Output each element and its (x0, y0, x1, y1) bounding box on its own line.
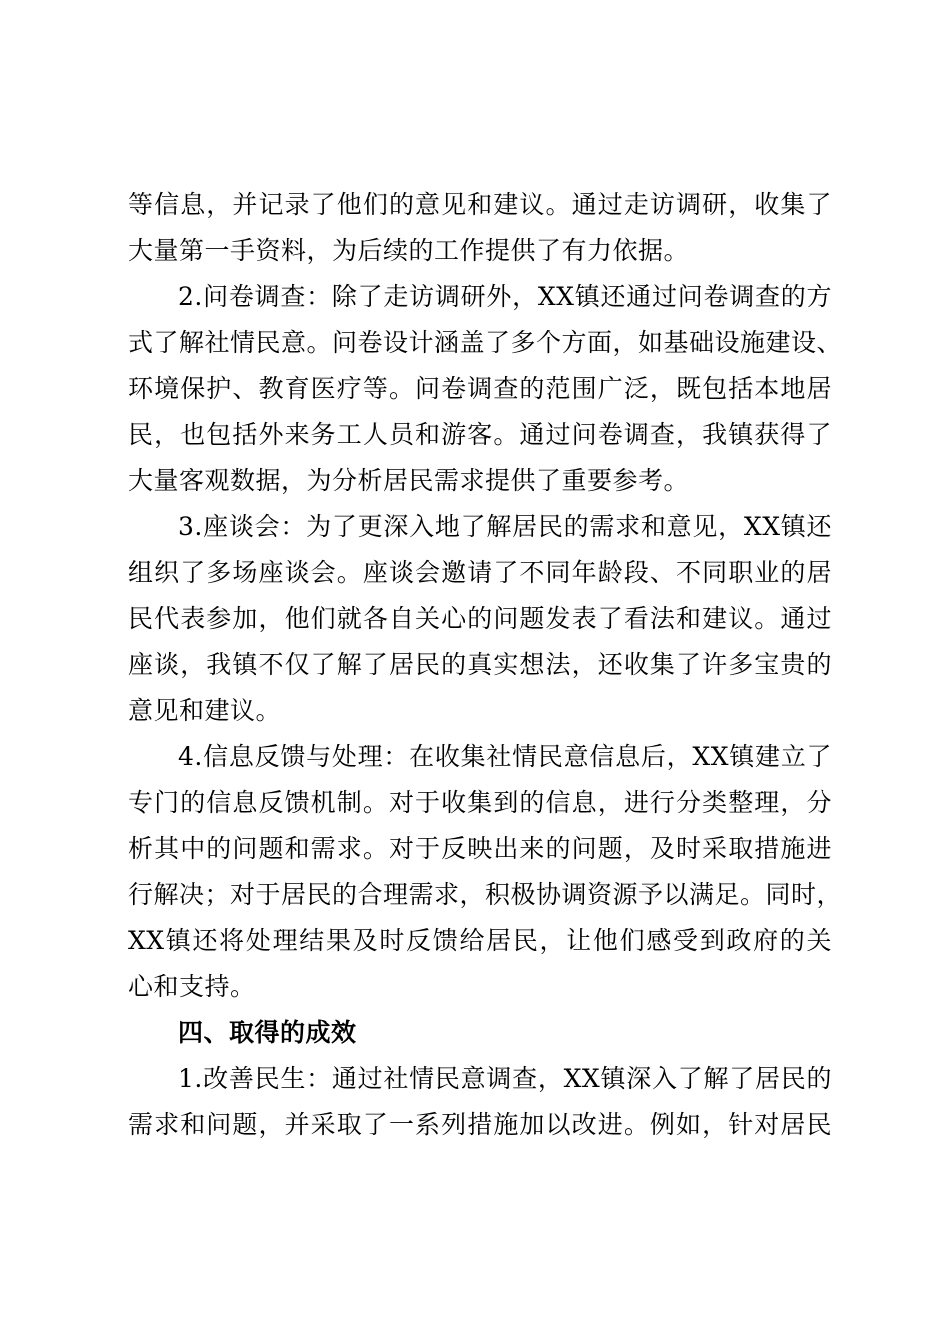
paragraph-start-questionnaire: 2.问卷调查：除了走访调研外，XX镇还通过问卷调查的方 (178, 282, 832, 311)
text-line: 民代表参加，他们就各自关心的问题发表了看法和建议。通过 (128, 604, 832, 633)
paragraph-start-symposium: 3.座谈会：为了更深入地了解居民的需求和意见，XX镇还 (178, 512, 832, 541)
text-line: 座谈，我镇不仅了解了居民的真实想法，还收集了许多宝贵的 (128, 650, 832, 679)
text-line: 民，也包括外来务工人员和游客。通过问卷调查，我镇获得了 (128, 420, 832, 449)
text-line: 析其中的问题和需求。对于反映出来的问题，及时采取措施进 (128, 834, 832, 863)
text-line: 心和支持。 (128, 972, 256, 1001)
text-line: XX镇还将处理结果及时反馈给居民，让他们感受到政府的关 (128, 926, 832, 955)
text-line: 组织了多场座谈会。座谈会邀请了不同年龄段、不同职业的居 (128, 558, 832, 587)
text-line: 环境保护、教育医疗等。问卷调查的范围广泛，既包括本地居 (128, 374, 832, 403)
text-line: 式了解社情民意。问卷设计涵盖了多个方面，如基础设施建设、 (128, 328, 843, 357)
section-heading: 四、取得的成效 (178, 1018, 357, 1047)
paragraph-start-feedback: 4.信息反馈与处理：在收集社情民意信息后，XX镇建立了 (178, 742, 832, 771)
text-line: 需求和问题，并采取了一系列措施加以改进。例如，针对居民 (128, 1110, 832, 1139)
text-line: 等信息，并记录了他们的意见和建议。通过走访调研，收集了 (128, 190, 832, 219)
text-line: 专门的信息反馈机制。对于收集到的信息，进行分类整理，分 (128, 788, 832, 817)
document-body (128, 182, 843, 1148)
paragraph-start-livelihood: 1.改善民生：通过社情民意调查，XX镇深入了解了居民的 (178, 1064, 832, 1093)
text-line: 行解决；对于居民的合理需求，积极协调资源予以满足。同时， (128, 880, 843, 909)
text-line: 大量第一手资料，为后续的工作提供了有力依据。 (128, 236, 690, 265)
text-line: 意见和建议。 (128, 696, 282, 725)
text-line: 大量客观数据，为分析居民需求提供了重要参考。 (128, 466, 690, 495)
